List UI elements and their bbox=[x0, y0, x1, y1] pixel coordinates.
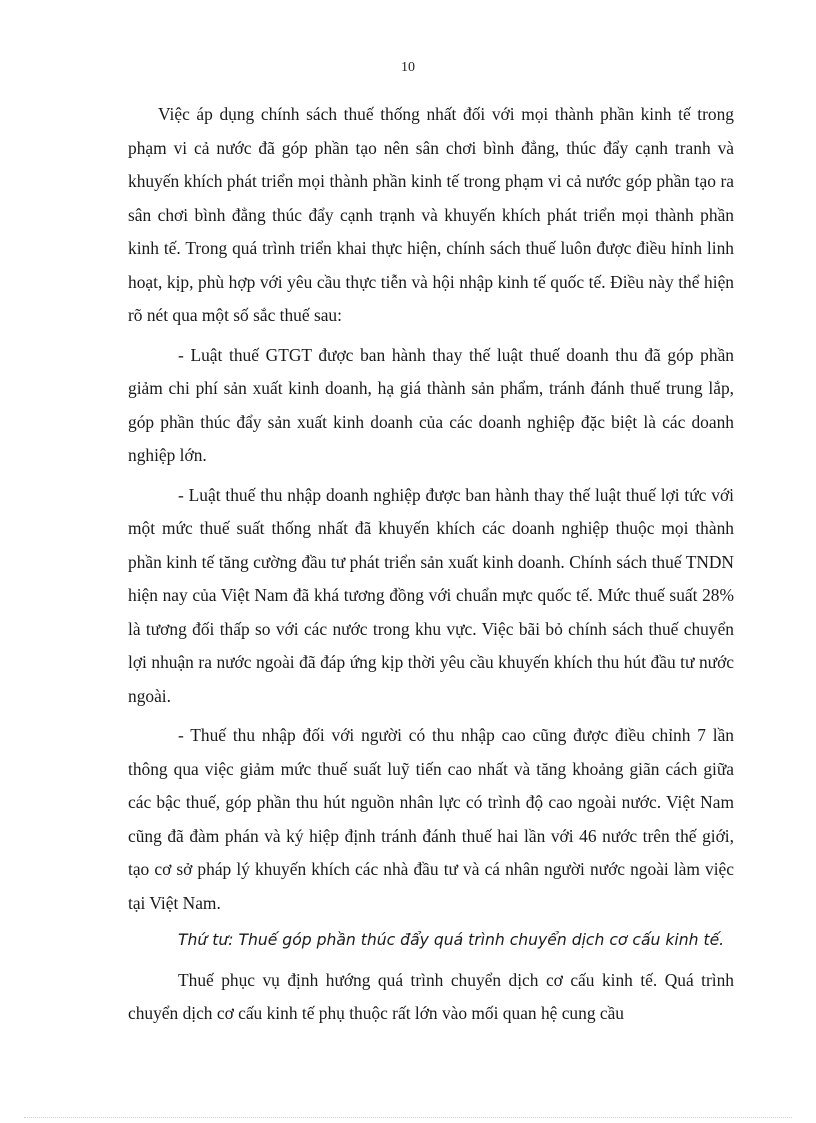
paragraph-corporate-income-tax: - Luật thuế thu nhập doanh nghiệp được ban hành thay thế luật thuế lợi tức với một mức thuế suất thống nhất đã khuyến khích các doanh nghiệp thuộc mọi thành phần kinh tế tăng cường đầu tư phát triển sản xuất kinh doanh. Chính sách thuế TNDN hiện nay của Việt Nam đã khá tương đồng với chuẩn mực quốc tế. Mức thuế suất 28% là tương đối thấp so với các nước trong khu vực. Việc bãi bỏ chính sách thuế chuyển lợi nhuận ra nước ngoài đã đáp ứng kịp thời yêu cầu khuyến khích thu hút đầu tư nước ngoài. bbox=[128, 484, 734, 706]
paragraph-intro: Việc áp dụng chính sách thuế thống nhất đối với mọi thành phần kinh tế trong phạm vi cả nước đã góp phần tạo nên sân chơi bình đẳng, thúc đẩy cạnh tranh và khuyến khích phát triển mọi thành phần kinh tế trong phạm vi cả nước góp phần tạo ra sân chơi bình đẳng thúc đẩy cạnh trạnh và khuyến khích phát triển mọi thành phần kinh tế. Trong quá trình triển khai thực hiện, chính sách thuế luôn được điều hỉnh linh hoạt, kịp, phù hợp với yêu cầu thực tiễn và hội nhập kinh tế quốc tế. Điều này thể hiện rõ nét qua một số sắc thuế sau: bbox=[128, 104, 734, 325]
paragraph-personal-income-tax: - Thuế thu nhập đối với người có thu nhập cao cũng được điều chỉnh 7 lần thông qua việc giảm mức thuế suất luỹ tiến cao nhất và tăng khoảng giãn cách giữa các bậc thuế, góp phần thu hút nguồn nhân lực có trình độ cao ngoài nước. Việt Nam cũng đã đàm phán và ký hiệp định tránh đánh thuế hai lần với 46 nước trên thế giới, tạo cơ sở pháp lý khuyến khích các nhà đầu tư và cá nhân người nước ngoài làm việc tại Việt Nam. bbox=[128, 725, 734, 913]
page-number: 10 bbox=[401, 60, 415, 75]
page-bottom-divider bbox=[24, 1117, 792, 1118]
paragraph-economic-restructuring: Thuế phục vụ định hướng quá trình chuyển dịch cơ cấu kinh tế. Quá trình chuyển dịch cơ cấu kinh tế phụ thuộc rất lớn vào mối quan hệ cung cầu bbox=[128, 969, 734, 1023]
document-body bbox=[128, 98, 734, 1037]
paragraph-vat-law: - Luật thuế GTGT được ban hành thay thế luật thuế doanh thu đã góp phần giảm chi phí sản xuất kinh doanh, hạ giá thành sản phẩm, tránh đánh thuế trung lắp, góp phần thúc đẩy sản xuất kinh doanh của các doanh nghiệp đặc biệt là các doanh nghiệp lớn. bbox=[128, 344, 734, 465]
section-heading-fourth: Thứ tư: Thuế góp phần thúc đẩy quá trình chuyển dịch cơ cấu kinh tế. bbox=[178, 931, 725, 949]
